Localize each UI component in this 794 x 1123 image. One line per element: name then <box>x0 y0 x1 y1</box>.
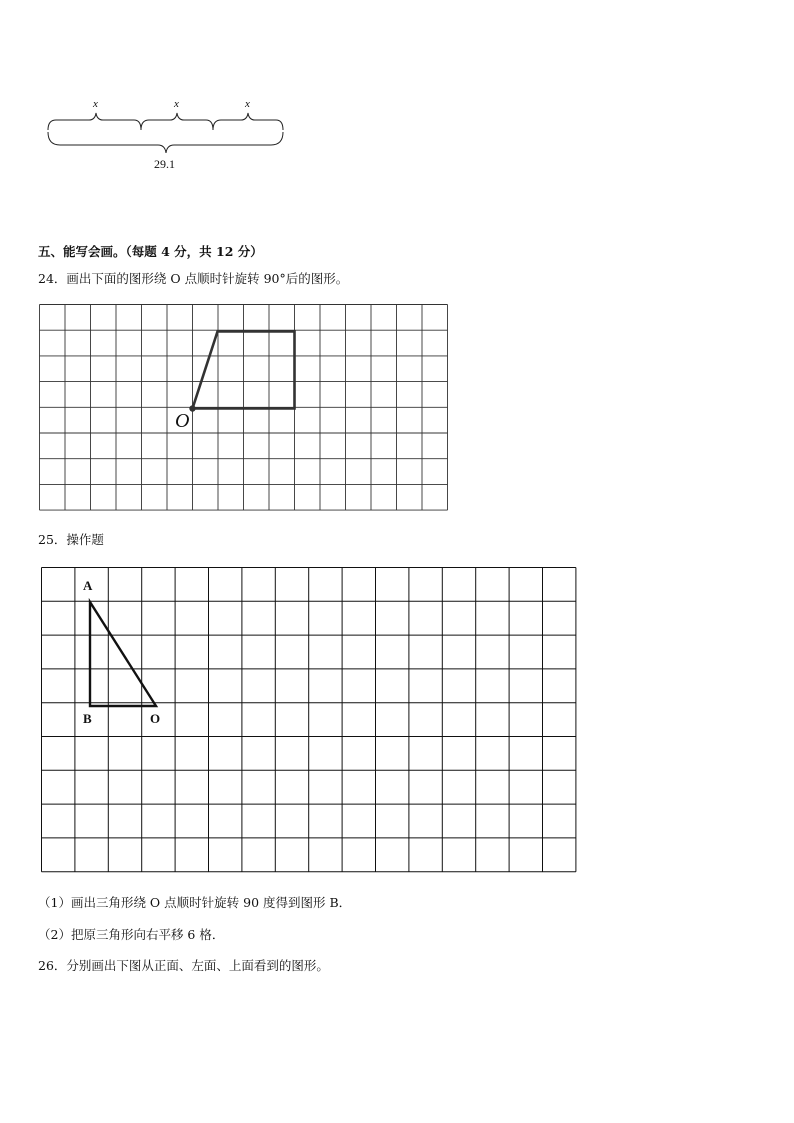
brace-part-label-2: x <box>174 98 179 110</box>
q25-task-1: （1）画出三角形绕 O 点顺时针旋转 90 度得到图形 B． <box>38 895 352 910</box>
q24-point-o <box>189 405 195 411</box>
q25-label-o: O <box>150 711 161 726</box>
q25-grid <box>41 567 581 877</box>
q24-prompt: 24．画出下面的图形绕 O 点顺时针旋转 90°后的图形。 <box>38 271 349 286</box>
q25-prompt: 25．操作题 <box>38 532 104 547</box>
q25-label-b: B <box>83 711 92 726</box>
brace-part-label-1: x <box>93 98 98 110</box>
q24-grid <box>39 304 449 514</box>
section-heading: 五、能写会画。（每题 4 分，共 12 分） <box>38 244 263 259</box>
brace-part-label-3: x <box>245 98 250 110</box>
q25-label-a: A <box>83 578 93 593</box>
q25-triangle <box>90 602 156 706</box>
q24-point-label: O <box>175 410 190 432</box>
brace-total-label: 29.1 <box>154 157 175 171</box>
q26-prompt: 26．分别画出下图从正面、左面、上面看到的图形。 <box>38 958 329 973</box>
q25-task-2: （2）把原三角形向右平移 6 格． <box>38 927 225 942</box>
